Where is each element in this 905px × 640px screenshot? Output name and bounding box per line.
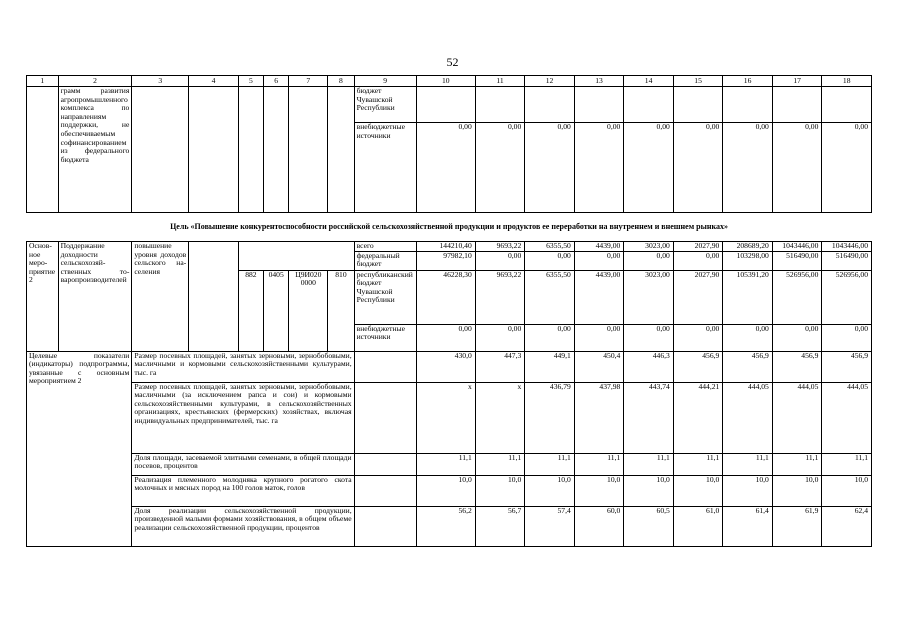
value-cell: 0,00 xyxy=(624,123,674,213)
cell-col1 xyxy=(27,87,59,213)
indicator-value: x xyxy=(475,382,525,453)
value-cell: 0,00 xyxy=(574,324,624,351)
value-cell: 526956,00 xyxy=(772,270,822,324)
value-cell: 6355,50 xyxy=(525,242,575,252)
indicator-value: 62,4 xyxy=(822,506,872,546)
indicator-value: 443,74 xyxy=(624,382,674,453)
indicator-value: 10,0 xyxy=(673,475,723,506)
value-cell: 0,00 xyxy=(723,123,773,213)
value-cell: 0,00 xyxy=(525,123,575,213)
indicator-value: 56,7 xyxy=(475,506,525,546)
indicators-label: Целевые показатели (индикаторы) подпрограммы, увязанные с основным мероприятием 2 xyxy=(27,351,132,546)
indicator-name: Доля площади, засеваемой элитными семенами, в общей площади посевов, процентов xyxy=(132,453,354,475)
expected-result: повышение уровня доходов сельского населения xyxy=(132,242,189,352)
indicator-value: 10,0 xyxy=(772,475,822,506)
code-csr: Ц9И020 0000 xyxy=(289,270,328,351)
value-cell xyxy=(574,87,624,123)
indicator-name: Размер посевных площадей, занятых зерновыми, зернобобовыми, масличными (за исключением рапса и сои) и кормовыми сельскохозяйственными культурами, в сельскохозяйственных организациях, крестьянских (фермерских) хозяйствах, включая индивидуальных предпринимателей, тыс. га xyxy=(132,382,354,453)
value-cell: 1043446,00 xyxy=(772,242,822,252)
empty-cell xyxy=(354,382,416,453)
empty-cell xyxy=(354,475,416,506)
value-cell: 0,00 xyxy=(416,324,475,351)
indicator-value: 10,0 xyxy=(416,475,475,506)
value-cell: 2027,90 xyxy=(673,242,723,252)
value-cell: 0,00 xyxy=(673,251,723,270)
code-gr: 882 xyxy=(238,270,263,351)
column-number-row xyxy=(27,76,872,87)
value-cell xyxy=(475,87,525,123)
value-cell: 208689,20 xyxy=(723,242,773,252)
indicator-value: 10,0 xyxy=(574,475,624,506)
indicator-row xyxy=(27,351,872,382)
goal-title: Цель «Повышение конкурентоспособности российской сельскохозяйственной продукции и продуктов ее переработки на внутреннем и внешнем рынках» xyxy=(27,213,872,242)
value-cell: 3023,00 xyxy=(624,242,674,252)
indicator-value: 449,1 xyxy=(525,351,575,382)
table-row xyxy=(27,242,872,252)
indicator-row xyxy=(27,506,872,546)
empty-cell xyxy=(189,87,239,213)
value-cell: 516490,00 xyxy=(822,251,872,270)
column-number: 4 xyxy=(189,76,239,87)
indicator-name: Реализация племенного молодняка крупного рогатого скота молочных и мясных пород на 100 голов маток, голов xyxy=(132,475,354,506)
value-cell: 0,00 xyxy=(475,123,525,213)
value-cell xyxy=(822,87,872,123)
program-name: грамм развития агропромышленного комплекса по направлениям поддержки, не обеспечиваемым софинансированием из федерального бюджета xyxy=(58,87,132,213)
value-cell: 0,00 xyxy=(624,324,674,351)
indicator-value: 10,0 xyxy=(624,475,674,506)
funding-source: республиканский бюджет Чувашской Республики xyxy=(354,270,416,324)
column-number: 12 xyxy=(525,76,575,87)
value-cell: 0,00 xyxy=(822,123,872,213)
funding-source: всего xyxy=(354,242,416,252)
column-number: 8 xyxy=(328,76,354,87)
indicator-value: 11,1 xyxy=(673,453,723,475)
indicator-value: 444,21 xyxy=(673,382,723,453)
column-number: 18 xyxy=(822,76,872,87)
empty-cell xyxy=(354,351,416,382)
indicator-value: 444,05 xyxy=(772,382,822,453)
indicator-value: 446,3 xyxy=(624,351,674,382)
funding-source: внебюджетные источники xyxy=(354,123,416,213)
column-number: 5 xyxy=(238,76,263,87)
indicator-value: 57,4 xyxy=(525,506,575,546)
column-number: 14 xyxy=(624,76,674,87)
indicator-value: 456,9 xyxy=(822,351,872,382)
indicator-value: 444,05 xyxy=(723,382,773,453)
indicator-value: 60,5 xyxy=(624,506,674,546)
value-cell: 1043446,00 xyxy=(822,242,872,252)
value-cell: 144210,40 xyxy=(416,242,475,252)
column-number: 6 xyxy=(264,76,289,87)
value-cell: 0,00 xyxy=(416,123,475,213)
value-cell: 526956,00 xyxy=(822,270,872,324)
indicator-value: x xyxy=(416,382,475,453)
column-number: 3 xyxy=(132,76,189,87)
main-activity-label: Основное мероприятие 2 xyxy=(27,242,59,352)
column-number: 17 xyxy=(772,76,822,87)
value-cell: 0,00 xyxy=(525,251,575,270)
code-rz: 0405 xyxy=(264,270,289,351)
code-vr: 810 xyxy=(328,270,354,351)
value-cell: 0,00 xyxy=(673,123,723,213)
indicator-name: Доля реализации сельскохозяйственной продукции, произведенной малыми формами хозяйствования, в общем объеме реализации сельскохозяйственной продукции, процентов xyxy=(132,506,354,546)
indicator-value: 456,9 xyxy=(673,351,723,382)
indicator-value: 61,4 xyxy=(723,506,773,546)
value-cell: 4439,00 xyxy=(574,242,624,252)
empty-cell xyxy=(354,506,416,546)
value-cell: 103298,00 xyxy=(723,251,773,270)
empty-cell xyxy=(264,87,289,213)
indicator-value: 61,9 xyxy=(772,506,822,546)
value-cell xyxy=(624,87,674,123)
value-cell: 0,00 xyxy=(475,251,525,270)
page-number: 52 xyxy=(446,55,459,69)
indicator-value: 10,0 xyxy=(723,475,773,506)
indicator-value: 11,1 xyxy=(525,453,575,475)
value-cell: 0,00 xyxy=(822,324,872,351)
table-row xyxy=(27,87,872,123)
indicator-value: 450,4 xyxy=(574,351,624,382)
indicator-value: 11,1 xyxy=(475,453,525,475)
value-cell: 0,00 xyxy=(673,324,723,351)
value-cell: 2027,90 xyxy=(673,270,723,324)
indicator-value: 447,3 xyxy=(475,351,525,382)
funding-source: внебюджетные источники xyxy=(354,324,416,351)
indicator-value: 60,0 xyxy=(574,506,624,546)
column-number: 1 xyxy=(27,76,59,87)
column-number: 11 xyxy=(475,76,525,87)
indicator-name: Размер посевных площадей, занятых зерновыми, зернобобовыми, масличными и кормовыми сельскохозяйственными культурами, тыс. га xyxy=(132,351,354,382)
indicator-value: 11,1 xyxy=(772,453,822,475)
empty-cell xyxy=(289,87,328,213)
indicator-value: 10,0 xyxy=(525,475,575,506)
indicator-value: 61,0 xyxy=(673,506,723,546)
empty-cell xyxy=(328,87,354,213)
value-cell: 97982,10 xyxy=(416,251,475,270)
value-cell: 6355,50 xyxy=(525,270,575,324)
column-number: 16 xyxy=(723,76,773,87)
indicator-value: 430,0 xyxy=(416,351,475,382)
value-cell: 0,00 xyxy=(723,324,773,351)
column-number: 9 xyxy=(354,76,416,87)
value-cell: 46228,30 xyxy=(416,270,475,324)
value-cell xyxy=(525,87,575,123)
indicator-row xyxy=(27,453,872,475)
indicator-value: 11,1 xyxy=(822,453,872,475)
value-cell: 9693,22 xyxy=(475,270,525,324)
column-number: 7 xyxy=(289,76,328,87)
value-cell: 0,00 xyxy=(525,324,575,351)
indicator-value: 11,1 xyxy=(574,453,624,475)
value-cell: 0,00 xyxy=(574,251,624,270)
indicator-value: 11,1 xyxy=(624,453,674,475)
indicator-value: 10,0 xyxy=(475,475,525,506)
value-cell: 105391,20 xyxy=(723,270,773,324)
value-cell: 0,00 xyxy=(772,123,822,213)
indicator-value: 56,2 xyxy=(416,506,475,546)
empty-cell xyxy=(354,453,416,475)
empty-cell xyxy=(189,242,239,352)
funding-source: федеральный бюджет xyxy=(354,251,416,270)
value-cell: 516490,00 xyxy=(772,251,822,270)
column-number: 15 xyxy=(673,76,723,87)
indicator-value: 437,98 xyxy=(574,382,624,453)
value-cell xyxy=(772,87,822,123)
value-cell: 0,00 xyxy=(475,324,525,351)
value-cell: 3023,00 xyxy=(624,270,674,324)
indicator-value: 11,1 xyxy=(416,453,475,475)
value-cell: 4439,00 xyxy=(574,270,624,324)
indicator-value: 456,9 xyxy=(723,351,773,382)
value-cell: 0,00 xyxy=(574,123,624,213)
indicator-value: 10,0 xyxy=(822,475,872,506)
value-cell: 9693,22 xyxy=(475,242,525,252)
value-cell xyxy=(723,87,773,123)
indicator-row xyxy=(27,475,872,506)
funding-source: бюджет Чувашской Республики xyxy=(354,87,416,123)
column-number: 2 xyxy=(58,76,132,87)
column-number: 13 xyxy=(574,76,624,87)
value-cell: 0,00 xyxy=(772,324,822,351)
value-cell: 0,00 xyxy=(624,251,674,270)
value-cell xyxy=(416,87,475,123)
value-cell xyxy=(673,87,723,123)
indicator-value: 456,9 xyxy=(772,351,822,382)
indicator-value: 436,79 xyxy=(525,382,575,453)
indicator-value: 444,05 xyxy=(822,382,872,453)
indicator-row xyxy=(27,382,872,453)
column-number: 10 xyxy=(416,76,475,87)
goal-row xyxy=(27,213,872,242)
activity-name: Поддержание доходности сельскохозяйственных товаропроизводителей xyxy=(58,242,132,352)
program-table xyxy=(26,75,872,547)
empty-cell xyxy=(238,87,263,213)
indicator-value: 11,1 xyxy=(723,453,773,475)
empty-cell xyxy=(238,242,354,271)
empty-cell xyxy=(132,87,189,213)
